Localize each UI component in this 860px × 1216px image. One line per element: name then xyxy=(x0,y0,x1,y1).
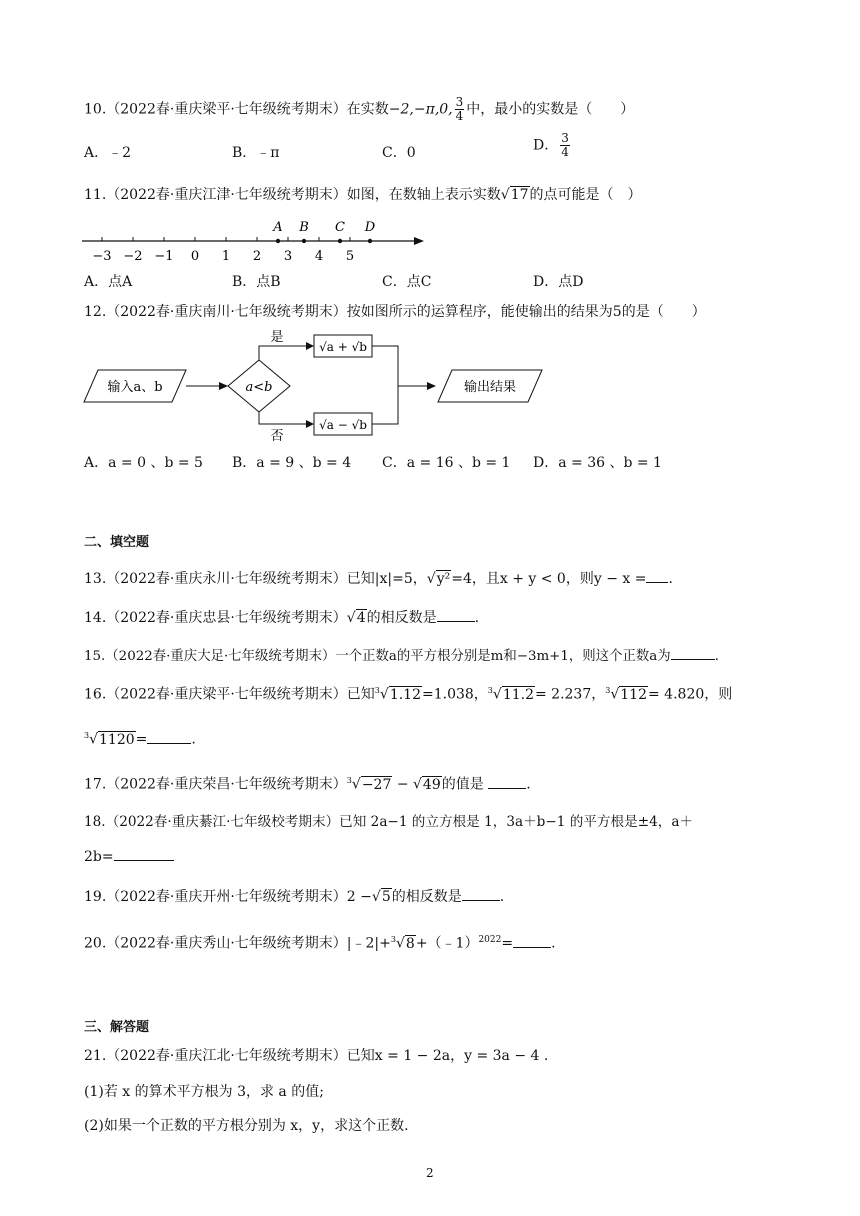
q12-option-b: B．a = 9 、b = 4 xyxy=(232,455,352,471)
q10-fraction xyxy=(455,96,465,123)
q21-sub2: (2)如果一个正数的平方根分别为 x，y，求这个正数. xyxy=(84,1118,409,1134)
q15-end: . xyxy=(714,649,719,664)
q18-blank[interactable] xyxy=(114,846,174,861)
q11-prefix: 11.（2022春·重庆江津·七年级统考期末）如图，在数轴上表示实数 xyxy=(84,187,501,203)
q12-option-c: C．a = 16 、b = 1 xyxy=(382,455,511,471)
q10-option-b: B．﹣π xyxy=(232,145,280,161)
q15-blank[interactable] xyxy=(671,645,715,660)
q10-stem xyxy=(84,96,634,123)
axis-point-label-b: B xyxy=(299,220,309,235)
axis-point-a xyxy=(276,239,280,243)
q10-frac-den: 4 xyxy=(455,109,464,123)
q20-suffix: = xyxy=(501,935,514,952)
q16-stem: 16.（2022春·重庆梁平·七年级统考期末）已知$^3$√1.12=1.038，$^3$√11.2= 2.237，$^3$√112= 4.820，则 xyxy=(84,686,733,703)
q11-suffix: 的点可能是（ ） xyxy=(529,187,642,203)
page-number: 2 xyxy=(426,1166,434,1180)
axis-tick-label: 4 xyxy=(314,249,324,264)
q14-end: . xyxy=(474,610,480,626)
q16-blank[interactable] xyxy=(147,729,191,744)
q15-text: 15.（2022春·重庆大足·七年级统考期末）一个正数a的平方根分别是m和−3m+1，则这个正数a为 xyxy=(84,649,671,664)
q19-blank[interactable] xyxy=(462,886,500,901)
q20-end: . xyxy=(551,935,556,952)
q18-line2-text: 2b= xyxy=(84,849,114,865)
q14-stem xyxy=(84,607,479,628)
axis-tick-label: −2 xyxy=(123,249,143,264)
q11-sqrt: √17 xyxy=(500,187,529,203)
q21-sub1: (1)若 x 的算术平方根为 3，求 a 的值; xyxy=(84,1084,324,1100)
no-arrow-icon xyxy=(306,420,314,428)
q14-radicand: 4 xyxy=(356,610,366,626)
no-branch xyxy=(259,412,308,424)
sum-expr: √a + √b xyxy=(319,340,367,354)
q11-option-d: D．点D xyxy=(533,274,584,290)
q10-opt-d-num: 3 xyxy=(561,131,569,145)
q10-option-d-fraction xyxy=(560,132,570,159)
q10-opt-d-den: 4 xyxy=(561,145,569,159)
q13-end: . xyxy=(668,571,673,587)
q10-prefix: 10.（2022春·重庆梁平·七年级统考期末）在实数 xyxy=(84,101,389,118)
q10-frac-num: 3 xyxy=(455,95,464,109)
q11-option-c: C．点C xyxy=(382,274,432,290)
q16-line2: $^3$√1120= . xyxy=(84,726,196,750)
q19-end: . xyxy=(499,889,505,905)
section-solve-title: 三、解答题 xyxy=(84,1020,150,1035)
q17-radicand-1: −27 xyxy=(361,776,392,793)
q16-end: . xyxy=(191,731,196,748)
q20-stem: 20.（2022春·重庆秀山·七年级统考期末）|﹣2|+$^3$√8+（﹣1）$^{2022}$= . xyxy=(84,930,556,954)
q17-stem: 17.（2022春·重庆荣昌·七年级统考期末）$^3$√−27 − √49的值是 . xyxy=(84,771,531,795)
q17-prefix: 17.（2022春·重庆荣昌·七年级统考期末） xyxy=(84,776,347,793)
axis-point-d xyxy=(368,239,372,243)
q14-prefix: 14.（2022春·重庆忠县·七年级统考期末） xyxy=(84,610,347,626)
yes-arrow-icon xyxy=(306,342,314,350)
q20-prefix: 20.（2022春·重庆秀山·七年级统考期末）|﹣2|+ xyxy=(84,935,391,952)
q17-suffix: 的值是 xyxy=(441,776,484,793)
axis-tick-label: 0 xyxy=(190,249,200,264)
q20-exponent: 2022 xyxy=(478,935,502,945)
axis-point-label-d: D xyxy=(364,220,376,235)
q16-radicand-4: 1120 xyxy=(99,731,135,748)
q16-value-1: =1.038， xyxy=(421,686,488,703)
axis-tick-label: 2 xyxy=(252,249,262,264)
q20-mid: +（﹣1） xyxy=(415,935,479,952)
q11-stem xyxy=(84,185,642,205)
q15-stem xyxy=(84,645,719,667)
q13-blank[interactable] xyxy=(646,568,668,583)
axis-tick-label: −3 xyxy=(92,249,112,264)
q11-option-a: A．点A xyxy=(84,274,133,290)
q16-radicand-3: 112 xyxy=(620,686,647,703)
q12-option-d: D．a = 36 、b = 1 xyxy=(533,455,662,471)
q10-option-c: C．0 xyxy=(382,145,416,161)
q12-stem: 12.（2022春·重庆南川·七年级统考期末）按如图所示的运算程序，能使输出的结果为5的是（ ） xyxy=(84,304,706,320)
axis-point-c xyxy=(338,239,342,243)
q17-end: . xyxy=(526,776,531,793)
merge-line xyxy=(372,346,398,424)
q14-blank[interactable] xyxy=(437,607,475,622)
q10-option-d xyxy=(533,132,572,159)
q18-line2 xyxy=(84,846,174,867)
q19-prefix: 19.（2022春·重庆开州·七年级统考期末）2 − xyxy=(84,889,372,905)
q19-stem: 19.（2022春·重庆开州·七年级统考期末）2 −√5的相反数是 . xyxy=(84,886,504,907)
arrow-head-icon xyxy=(219,382,228,390)
q16-value-3: = 4.820，则 xyxy=(648,686,733,703)
q14-sqrt: √4 xyxy=(346,610,366,626)
q16-radicand-2: 11.2 xyxy=(502,686,534,703)
q14-suffix: 的相反数是 xyxy=(366,610,437,626)
axis-tick-label: −1 xyxy=(154,249,174,264)
q10-suffix: 中，最小的实数是（ ） xyxy=(466,101,635,118)
q16-value-4: = xyxy=(135,731,148,748)
axis-tick-label: 1 xyxy=(221,249,231,264)
q13-prefix: 13.（2022春·重庆永川·七年级统考期末）已知|x|=5， xyxy=(84,571,427,587)
q21-stem: 21.（2022春·重庆江北·七年级统考期末）已知x = 1 − 2a，y = 3a − 4 . xyxy=(84,1048,549,1064)
output-arrow-icon xyxy=(427,382,436,390)
input-label: 输入a、b xyxy=(107,380,163,395)
q12-option-a: A．a = 0 、b = 5 xyxy=(84,455,203,471)
output-label: 输出结果 xyxy=(463,380,517,395)
q13-radicand: y² xyxy=(436,571,451,587)
q20-radicand: 8 xyxy=(405,935,415,952)
axis-arrow-icon xyxy=(414,237,424,245)
axis-tick-label: 5 xyxy=(345,249,355,264)
q11-number-line xyxy=(80,214,430,264)
q16-value-2: = 2.237， xyxy=(534,686,606,703)
q20-blank[interactable] xyxy=(513,933,551,948)
yes-label: 是 xyxy=(270,330,284,345)
q10-list: −2,−π,0, xyxy=(388,101,453,118)
q16-radicand-1: 1.12 xyxy=(389,686,421,703)
q17-radicand-2: 49 xyxy=(422,776,441,793)
q19-suffix: 的相反数是 xyxy=(391,889,462,905)
q11-option-b: B．点B xyxy=(232,274,281,290)
axis-tick-label: 3 xyxy=(283,249,293,264)
q16-prefix: 16.（2022春·重庆梁平·七年级统考期末）已知 xyxy=(84,686,375,703)
condition-label: a<b xyxy=(245,380,273,395)
q17-blank[interactable] xyxy=(488,774,526,789)
q19-radicand: 5 xyxy=(381,889,391,905)
q17-minus: − xyxy=(396,776,409,793)
diff-expr: √a − √b xyxy=(319,418,367,432)
q18-line1: 18.（2022春·重庆綦江·七年级校考期末）已知 2a−1 的立方根是 1，3a＋b−1 的平方根是±4，a＋ xyxy=(84,814,694,830)
axis-point-label-a: A xyxy=(273,220,283,235)
no-label: 否 xyxy=(270,429,284,442)
q10-option-a: A．﹣2 xyxy=(84,145,132,161)
axis-point-label-c: C xyxy=(335,220,345,235)
q10-option-d-label: D． xyxy=(533,137,559,154)
q13-stem xyxy=(84,568,673,589)
yes-branch xyxy=(259,346,308,360)
section-fill-in-title: 二、填空题 xyxy=(84,535,150,550)
q13-sqrt: √y² xyxy=(426,571,451,587)
q11-radicand: 17 xyxy=(510,187,529,203)
q12-flowchart xyxy=(80,330,550,442)
axis-point-b xyxy=(302,239,306,243)
q13-mid: =4，且x + y < 0，则y − x = xyxy=(451,571,647,587)
